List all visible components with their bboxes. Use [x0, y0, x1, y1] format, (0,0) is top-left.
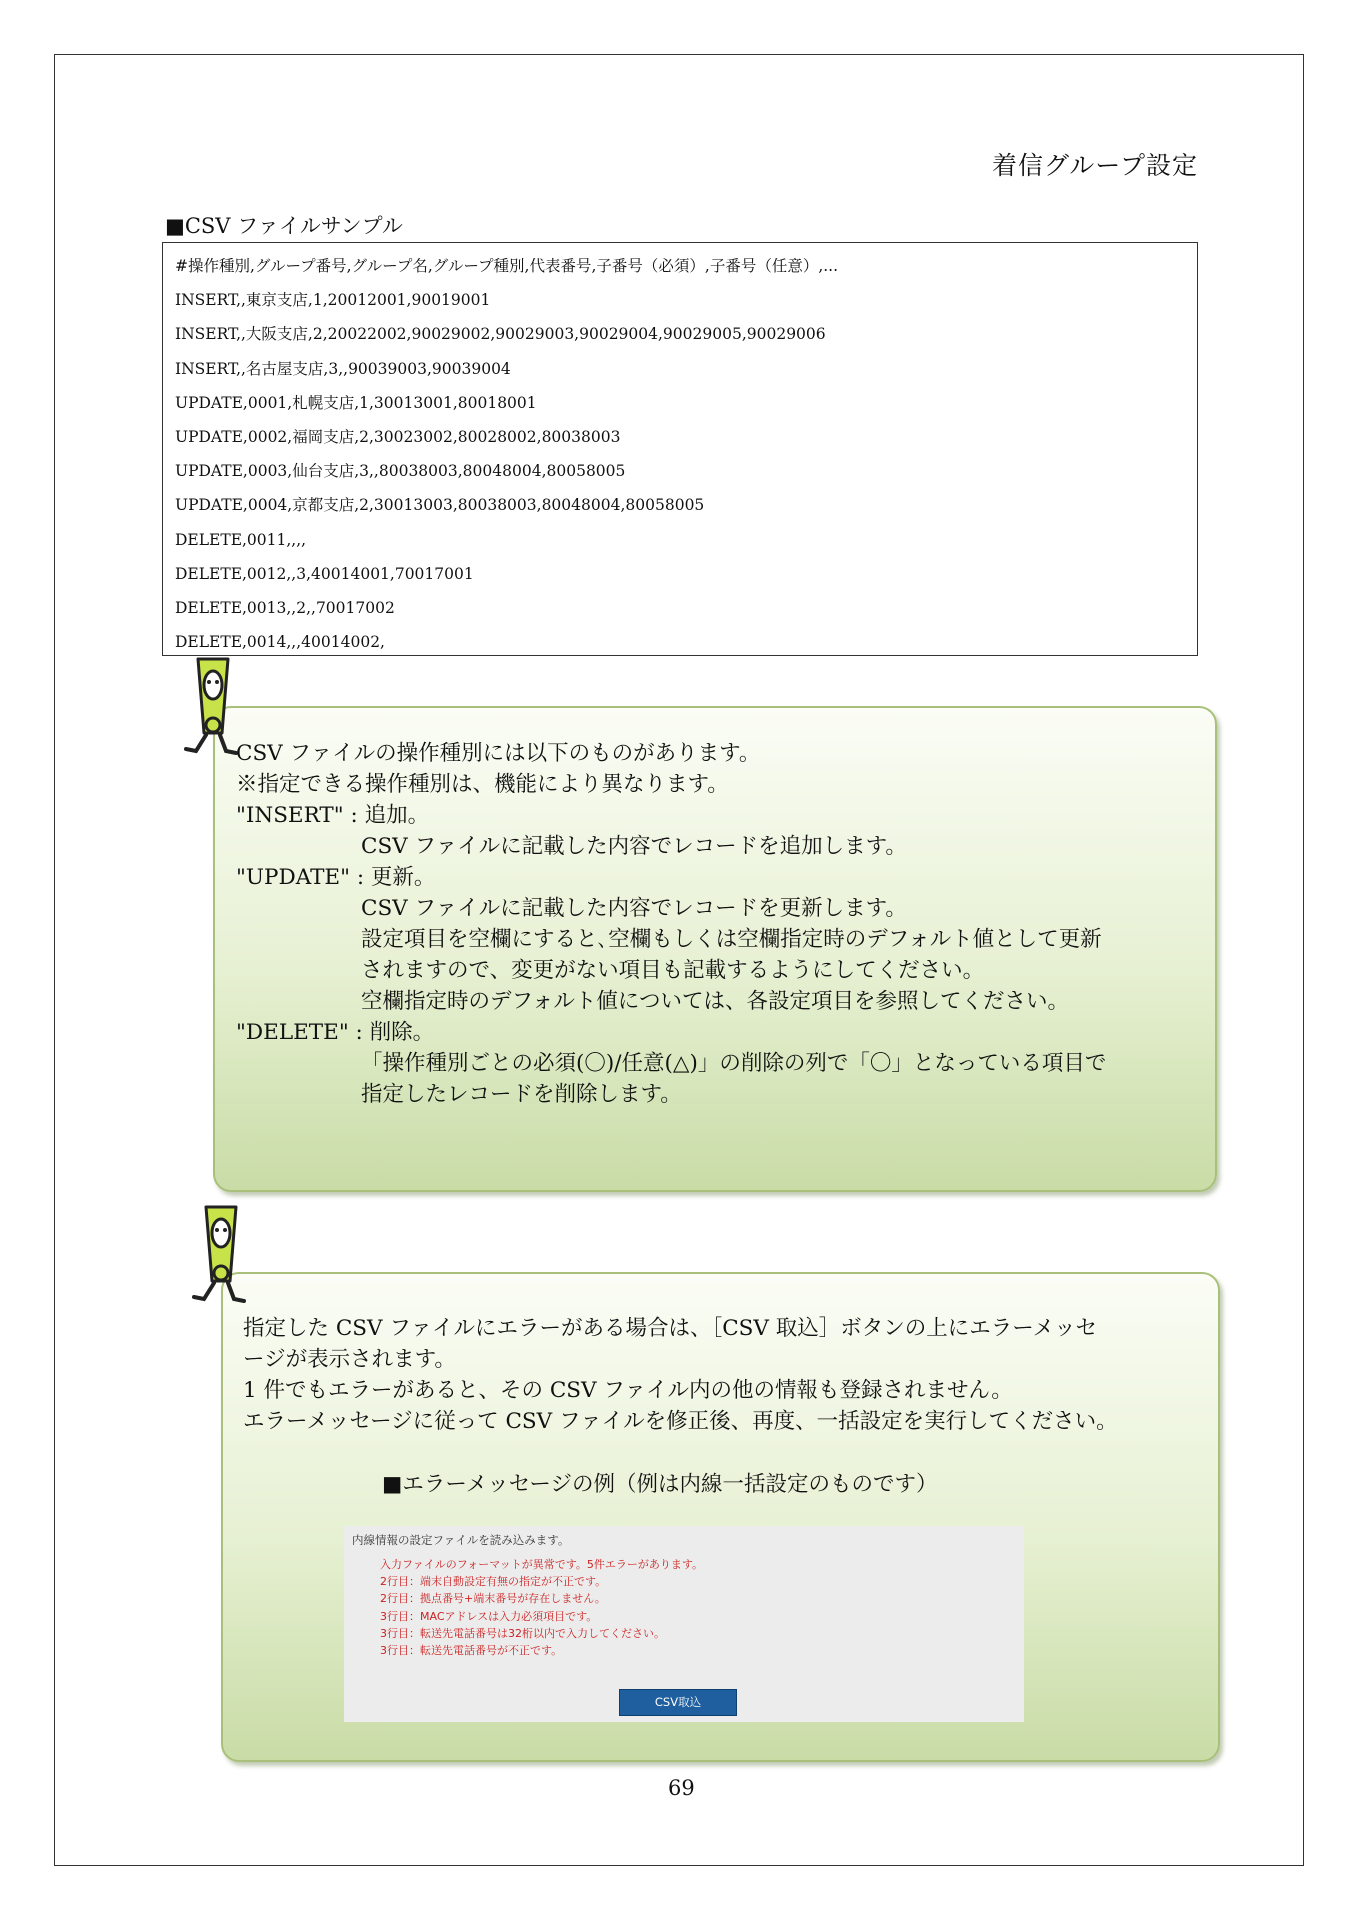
note-line: エラーメッセージに従って CSV ファイルを修正後、再度、一括設定を実行してください。 — [243, 1409, 1118, 1434]
note-line: 設定項目を空欄にすると､空欄もしくは空欄指定時のデフォルト値として更新 — [361, 927, 1102, 952]
error-example-heading: ■エラーメッセージの例（例は内線一括設定のものです） — [382, 1472, 938, 1497]
note-line: ージが表示されます。 — [243, 1347, 456, 1372]
note-line: "UPDATE" : 更新。 — [236, 865, 436, 890]
csv-line: INSERT,,東京支店,1,20012001,90019001 — [175, 291, 491, 310]
note-line: "DELETE" : 削除。 — [236, 1020, 435, 1045]
csv-line: DELETE,0014,,,40014002, — [175, 633, 385, 652]
csv-line: DELETE,0011,,,, — [175, 530, 307, 549]
error-message: 入力ファイルのフォーマットが異常です。5件エラーがあります。 — [380, 1558, 704, 1571]
note-line: ※指定できる操作種別は、機能により異なります。 — [236, 772, 729, 797]
error-message: 3行目：転送先電話番号が不正です。 — [380, 1644, 563, 1658]
error-message: 3行目：MACアドレスは入力必須項目です。 — [380, 1609, 598, 1623]
error-note-text — [243, 1313, 1118, 1437]
note-line: 空欄指定時のデフォルト値については、各設定項目を参照してください。 — [361, 989, 1069, 1014]
csv-line: DELETE,0012,,3,40014001,70017001 — [175, 564, 474, 583]
note-line: 指定した CSV ファイルにエラーがある場合は、［CSV 取込］ボタンの上にエラーメッセ — [243, 1316, 1098, 1341]
page-header-title: 着信グループ設定 — [991, 151, 1198, 180]
note-line: CSV ファイルの操作種別には以下のものがあります。 — [236, 741, 761, 766]
csv-line: UPDATE,0004,京都支店,2,30013003,80038003,80048004,80058005 — [175, 496, 705, 515]
note-line: 指定したレコードを削除します。 — [361, 1082, 682, 1107]
error-message: 2行目：端末自動設定有無の指定が不正です。 — [380, 1575, 607, 1589]
csv-import-button[interactable]: CSV取込 — [619, 1689, 737, 1716]
note-line: 1 件でもエラーがあると、その CSV ファイル内の他の情報も登録されません。 — [243, 1378, 1013, 1403]
screenshot-title: 内線情報の設定ファイルを読み込みます。 — [352, 1533, 570, 1547]
csv-line: INSERT,,大阪支店,2,20022002,90029002,90029003,90029004,90029005,90029006 — [175, 325, 826, 344]
csv-sample-box — [162, 242, 1198, 656]
note-line: CSV ファイルに記載した内容でレコードを更新します。 — [361, 896, 907, 921]
csv-line: UPDATE,0003,仙台支店,3,,80038003,80048004,80058005 — [175, 462, 626, 481]
exclamation-mascot-icon — [186, 1203, 256, 1308]
error-message: 3行目：転送先電話番号は32桁以内で入力してください。 — [380, 1626, 665, 1640]
csv-line: #操作種別,グループ番号,グループ名,グループ種別,代表番号,子番号（必須）,子番号（任意）,... — [175, 257, 839, 275]
csv-line: UPDATE,0002,福岡支店,2,30023002,80028002,80038003 — [175, 427, 621, 446]
page-number: 69 — [668, 1776, 695, 1800]
csv-sample-heading: ■CSV ファイルサンプル — [165, 214, 403, 238]
note-line: 「操作種別ごとの必須(〇)/任意(△)」の削除の列で「〇」となっている項目で — [361, 1051, 1107, 1076]
error-message-screenshot — [344, 1526, 1024, 1722]
note-line: CSV ファイルに記載した内容でレコードを追加します。 — [361, 834, 907, 859]
csv-line: INSERT,,名古屋支店,3,,90039003,90039004 — [175, 359, 511, 378]
csv-line: DELETE,0013,,2,,70017002 — [175, 598, 395, 617]
error-message: 2行目：拠点番号+端末番号が存在しません。 — [380, 1592, 606, 1606]
operation-type-note-text — [236, 738, 1106, 1110]
note-line: されますので、変更がない項目も記載するようにしてください。 — [361, 958, 985, 983]
csv-line: UPDATE,0001,札幌支店,1,30013001,80018001 — [175, 393, 537, 412]
note-line: "INSERT" : 追加。 — [236, 803, 430, 828]
error-message-list — [380, 1556, 703, 1659]
